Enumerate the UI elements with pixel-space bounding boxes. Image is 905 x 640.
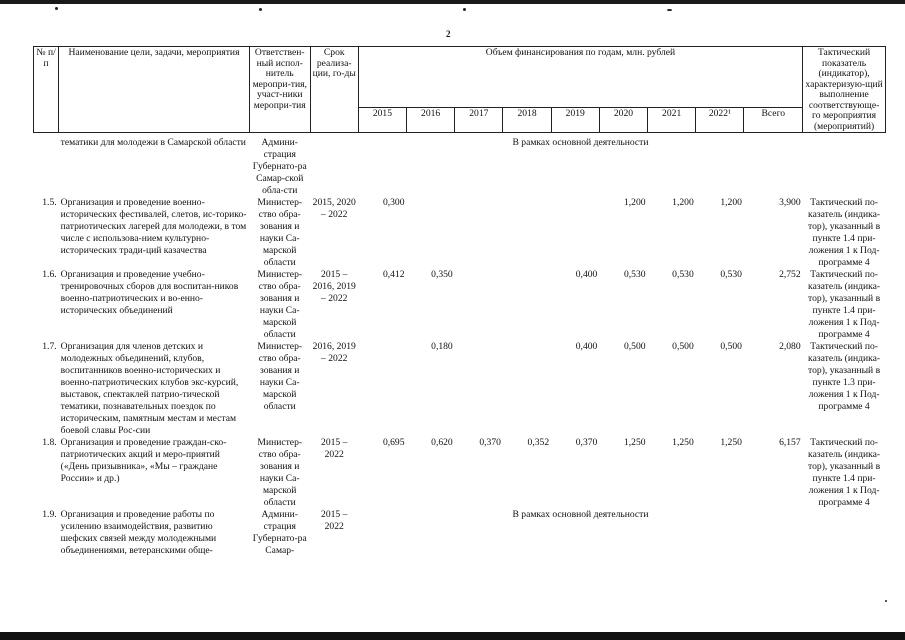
table-row (34, 197, 886, 269)
header-year: 2015 (358, 107, 406, 132)
row-responsible: Министер-ство обра-зования и науки Са-марской области (257, 269, 303, 340)
row-number: 1.9. (42, 509, 57, 520)
row-number (34, 137, 59, 197)
value-2017 (455, 341, 503, 437)
row-number: 1.5. (42, 197, 57, 208)
header-indicator: Тактический показатель (индикатор), характеризую-щий выполнение соответствующе-го мероприятия (мероприятий) (803, 47, 886, 133)
row-indicator: Тактический по-казатель (индика-тор), указанный в пункте 1.4 при-ложения 1 к Под-программе 4 (808, 269, 881, 340)
row-name: Организация и проведение работы по усилению взаимодействия, развитию шефских связей между молодежными объединениями, ветеранскими обще- (60, 509, 217, 556)
value-2021: 0,500 (672, 341, 694, 352)
header-year: 2017 (455, 107, 503, 132)
header-year: 2022¹ (696, 107, 744, 132)
value-2016: 0,620 (431, 437, 453, 448)
table-row (34, 437, 886, 509)
value-2019: 0,400 (575, 269, 598, 280)
header-year: 2021 (648, 107, 696, 132)
scan-speck (55, 7, 58, 10)
scan-speck (463, 8, 466, 11)
value-2022: 1,250 (720, 437, 742, 448)
value-total: 6,157 (779, 437, 801, 448)
row-indicator (803, 509, 886, 557)
value-2022: 0,530 (720, 269, 742, 280)
header-number: № п/п (34, 47, 59, 133)
row-number: 1.7. (42, 341, 57, 352)
value-2015: 0,412 (382, 269, 405, 280)
scan-speck (259, 8, 262, 11)
value-2017 (455, 197, 503, 269)
row-responsible: Админи-страция Губернато-ра Самар-ской обла-сти (252, 137, 307, 196)
row-indicator (803, 137, 886, 197)
value-2015: 0,300 (382, 197, 405, 208)
table-row (34, 137, 886, 197)
header-year: 2018 (503, 107, 551, 132)
row-term: 2015 – 2016, 2019 – 2022 (312, 269, 356, 304)
row-term: 2016, 2019 – 2022 (312, 341, 356, 364)
value-2016: 0,180 (431, 341, 453, 352)
row-main-activity: В рамках основной деятельности (512, 137, 649, 148)
row-responsible: Министер-ство обра-зования и науки Са-марской области (257, 437, 303, 508)
page-number: 2 (446, 29, 451, 39)
value-2020: 0,530 (623, 269, 646, 280)
value-2021: 1,250 (672, 437, 694, 448)
row-term (310, 137, 358, 197)
header-year: 2020 (599, 107, 647, 132)
header-financing: Объем финансирования по годам, млн. рублей (358, 47, 802, 108)
value-2018 (503, 269, 551, 341)
header-name: Наименование цели, задачи, мероприятия (59, 47, 250, 133)
row-main-activity: В рамках основной деятельности (512, 509, 649, 520)
row-term: 2015 – 2022 (321, 437, 348, 460)
row-responsible: Админи-страция Губернато-ра Самар- (252, 509, 307, 556)
value-2016 (407, 197, 455, 269)
value-2018: 0,352 (527, 437, 550, 448)
value-2016: 0,350 (431, 269, 453, 280)
header-year: 2016 (407, 107, 455, 132)
value-2015: 0,695 (382, 437, 405, 448)
value-total: 2,752 (779, 269, 801, 280)
table-row (34, 509, 886, 557)
row-indicator: Тактический по-казатель (индика-тор), указанный в пункте 1.3 при-ложения 1 к Под-программе 4 (808, 341, 881, 412)
row-number: 1.6. (42, 269, 57, 280)
value-2018 (503, 341, 551, 437)
value-2019: 0,370 (575, 437, 598, 448)
scan-top-edge (0, 0, 905, 4)
scan-speck (885, 600, 887, 602)
header-total: Всего (744, 107, 803, 132)
header-responsible: Ответствен-ный испол-нитель меропри-тия, участ-ники меропри-тия (249, 47, 310, 133)
row-name: тематики для молодежи в Самарской области (60, 137, 246, 148)
value-2020: 1,250 (623, 437, 646, 448)
value-2020: 1,200 (623, 197, 646, 208)
row-indicator: Тактический по-казатель (индика-тор), указанный в пункте 1.4 при-ложения 1 к Под-программе 4 (808, 197, 881, 268)
value-2021: 0,530 (672, 269, 694, 280)
value-2017 (455, 269, 503, 341)
value-total: 2,080 (779, 341, 801, 352)
value-2022: 1,200 (720, 197, 742, 208)
row-responsible: Министер-ство обра-зования и науки Са-марской области (257, 197, 303, 268)
value-2015 (358, 341, 406, 437)
value-total: 3,900 (779, 197, 801, 208)
value-2022: 0,500 (720, 341, 742, 352)
row-responsible: Министер-ство обра-зования и науки Са-марской области (257, 341, 303, 412)
value-2020: 0,500 (623, 341, 646, 352)
row-number: 1.8. (42, 437, 57, 448)
row-name: Организация для членов детских и молодежных объединений, клубов, воспитанников военно-исторических и военно-патриотических клубов экс-курсий, выставок, спектаклей патрио-тической тематики, познавательных поездок по историческим, памятным местам и местам боевой славы Рос-сии (60, 341, 239, 436)
row-name: Организация и проведение военно-исторических фестивалей, слетов, ис-торико-патриотических лагерей для молодежи, в том числе с использова-нием культурно-исторических тради-ций казачества (60, 197, 247, 256)
financing-table (33, 46, 886, 557)
value-2017: 0,370 (479, 437, 501, 448)
row-term: 2015 – 2022 (321, 509, 348, 532)
row-name: Организация и проведение учебно-тренировочных сборов для воспитан-ников военно-патриотических и во-енно-исторических объединений (60, 269, 239, 316)
scan-bottom-edge (0, 632, 905, 640)
table-row (34, 269, 886, 341)
header-year: 2019 (551, 107, 599, 132)
value-2019 (551, 197, 599, 269)
row-indicator: Тактический по-казатель (индика-тор), указанный в пункте 1.4 при-ложения 1 к Под-программе 4 (808, 437, 881, 508)
scan-speck (667, 9, 672, 11)
value-2018 (503, 197, 551, 269)
row-name: Организация и проведение граждан-ско-патриотических акций и меро-приятий («День призывника», «Мы – граждане России» и др.) (60, 437, 227, 484)
value-2021: 1,200 (672, 197, 694, 208)
row-term: 2015, 2020 – 2022 (312, 197, 356, 220)
header-term: Срок реализа-ции, го-ды (310, 47, 358, 133)
value-2019: 0,400 (575, 341, 598, 352)
table-row (34, 341, 886, 437)
